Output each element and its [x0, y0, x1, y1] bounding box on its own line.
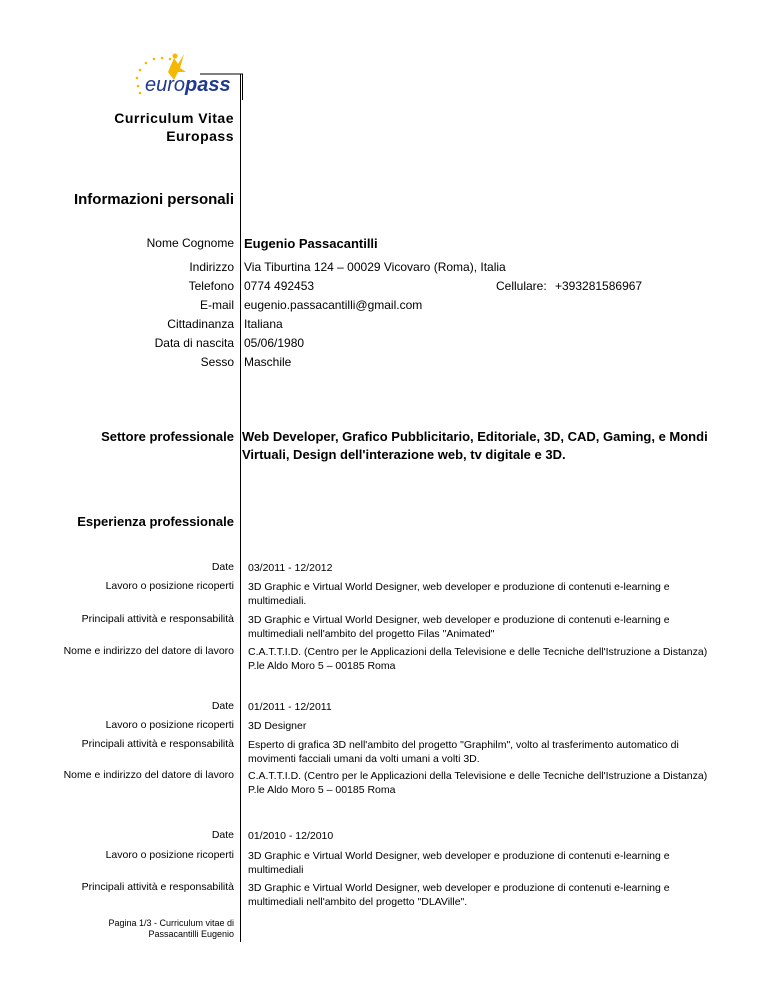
name-label: Nome Cognome: [146, 236, 234, 250]
job-role: 3D Graphic e Virtual World Designer, web developer e produzione di contenuti e-learning e multimediali: [248, 850, 670, 876]
phone-value: 0774 492453: [244, 279, 315, 293]
role-label: Lavoro o posizione ricoperti: [105, 719, 234, 731]
birth-value: 05/06/1980: [244, 336, 305, 350]
footer-line1: Pagina 1/3 - Curriculum vitae di: [108, 918, 234, 928]
sex-label: Sesso: [200, 355, 234, 369]
job-role: 3D Designer: [248, 720, 307, 732]
employer-label: Nome e indirizzo del datore di lavoro: [63, 645, 234, 657]
europass-logo: [128, 50, 243, 100]
sector-line2: Virtuali, Design dell'interazione web, tv digitale e 3D.: [242, 447, 566, 462]
activities-label: Principali attività e responsabilità: [81, 738, 234, 750]
job-role: 3D Graphic e Virtual World Designer, web developer e produzione di contenuti e-learning e multimediali.: [248, 581, 670, 607]
column-divider: [240, 74, 241, 942]
logo-pass: pass: [185, 74, 231, 96]
job-activities: 3D Graphic e Virtual World Designer, web developer e produzione di contenuti e-learning e multimediali nell'ambito del progetto Filas "Animated": [248, 614, 670, 640]
date-label: Date: [211, 829, 234, 841]
activities-label: Principali attività e responsabilità: [81, 881, 234, 893]
phone-label: Telefono: [188, 279, 234, 293]
role-label: Lavoro o posizione ricoperti: [105, 849, 234, 861]
experience-heading: Esperienza professionale: [77, 514, 234, 529]
job-employer-line1: C.A.T.T.I.D. (Centro per le Applicazioni della Televisione e delle Tecniche dell'Istruzione a Distanza): [248, 770, 708, 782]
citizenship-label: Cittadinanza: [167, 317, 234, 331]
email-value: eugenio.passacantilli@gmail.com: [244, 298, 423, 312]
date-label: Date: [211, 561, 234, 573]
employer-label: Nome e indirizzo del datore di lavoro: [63, 769, 234, 781]
role-label: Lavoro o posizione ricoperti: [105, 580, 234, 592]
sex-value: Maschile: [244, 355, 292, 369]
job-employer-line1: C.A.T.T.I.D. (Centro per le Applicazioni della Televisione e delle Tecniche dell'Istruzione a Distanza): [248, 646, 708, 658]
sector-label: Settore professionale: [101, 429, 234, 444]
citizenship-value: Italiana: [244, 317, 283, 331]
birth-label: Data di nascita: [154, 336, 234, 350]
cv-title-line1: Curriculum Vitae: [114, 110, 234, 126]
mobile-label: Cellulare:: [496, 279, 547, 293]
personal-info-heading: Informazioni personali: [73, 191, 234, 208]
job-activities: Esperto di grafica 3D nell'ambito del progetto "Graphilm", volto al trasferimento automatico di movimenti facciali umani da volti umani a volti 3D.: [248, 739, 679, 765]
job-date: 03/2011 - 12/2012: [248, 562, 333, 574]
job-activities: 3D Graphic e Virtual World Designer, web developer e produzione di contenuti e-learning e multimediali nell'ambito del progetto "DLAVille".: [248, 882, 670, 908]
footer-line2: Passacantilli Eugenio: [148, 929, 234, 939]
mobile-value: +393281586967: [555, 279, 643, 293]
job-date: 01/2010 - 12/2010: [248, 830, 334, 842]
activities-label: Principali attività e responsabilità: [81, 613, 234, 625]
date-label: Date: [211, 700, 234, 712]
email-label: E-mail: [199, 298, 234, 312]
logo-euro: euro: [145, 74, 186, 96]
footer-page-info: [108, 918, 234, 940]
job-employer-line2: P.le Aldo Moro 5 – 00185 Roma: [248, 660, 396, 672]
job-date: 01/2011 - 12/2011: [248, 701, 332, 713]
sector-line1: Web Developer, Grafico Pubblicitario, Editoriale, 3D, CAD, Gaming, e Mondi: [242, 429, 708, 444]
name-value: Eugenio Passacantilli: [244, 236, 378, 251]
job-employer-line2: P.le Aldo Moro 5 – 00185 Roma: [248, 784, 396, 796]
address-label: Indirizzo: [189, 260, 234, 274]
address-value: Via Tiburtina 124 – 00029 Vicovaro (Roma), Italia: [244, 260, 506, 274]
cv-title-line2: Europass: [166, 128, 234, 144]
